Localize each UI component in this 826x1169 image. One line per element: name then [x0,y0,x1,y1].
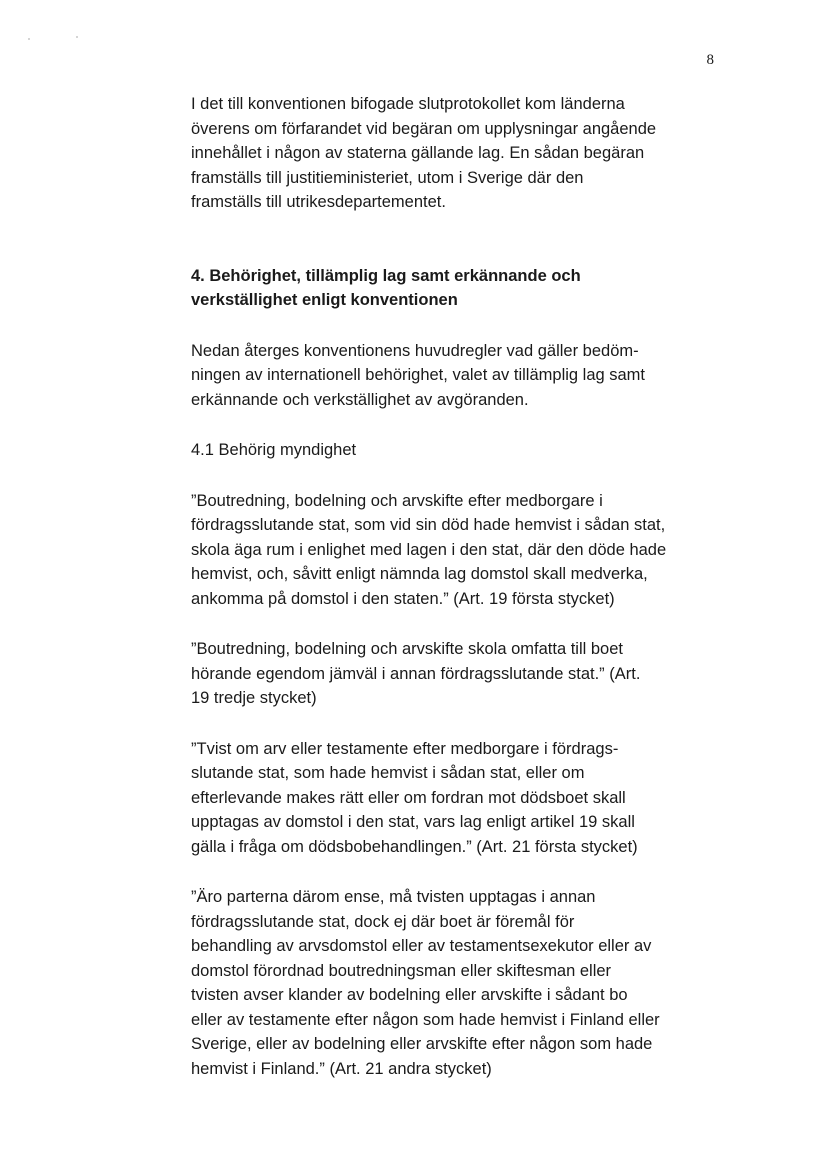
quote-art-19-first [191,489,731,612]
text-line: efterlevande makes rätt eller om fordran mot dödsboet skall [191,788,626,807]
heading-line: 4. Behörighet, tillämplig lag samt erkännande och [191,266,581,285]
text-line: fördragsslutande stat, som vid sin död hade hemvist i sådan stat, [191,516,666,534]
text-line: slutande stat, som hade hemvist i sådan stat, eller om [191,764,585,782]
text-line: fördragsslutande stat, dock ej där boet är föremål för [191,912,575,931]
text-line: 19 tredje stycket) [191,689,317,707]
text-line: framställs till justitieministeriet, utom i Sverige där den [191,168,584,187]
text-line: ankomma på domstol i den staten.” (Art. 19 första stycket) [191,589,615,608]
text-line: skola äga rum i enlighet med lagen i den stat, där den döde hade [191,540,667,559]
quote-art-21-second [191,885,731,1081]
heading-line: verkställighet enligt konventionen [191,291,458,309]
text-line: ”Äro parterna därom ense, må tvisten upptagas i annan [191,888,596,906]
text-line: framställs till utrikesdepartementet. [191,193,446,211]
section-heading [191,264,731,313]
text-line: Sverige, eller av bodelning eller arvskifte efter någon som hade [191,1035,653,1053]
text-line: gälla i fråga om dödsbobehandlingen.” (Art. 21 första stycket) [191,837,638,856]
scan-speck [76,36,78,38]
text-line: ningen av internationell behörighet, valet av tillämplig lag samt [191,366,646,384]
text-line: innehållet i någon av staterna gällande lag. En sådan begäran [191,144,645,162]
intro-paragraph [191,92,731,215]
quote-art-19-third [191,637,731,711]
text-line: överens om förfarandet vid begäran om upplysningar angående [191,119,657,138]
text-line: hörande egendom jämväl i annan fördragsslutande stat.” (Art. [191,664,641,683]
text-line: domstol förordnad boutredningsman eller skiftesman eller [191,961,612,980]
text-line: I det till konventionen bifogade slutprotokollet kom länderna [191,95,625,113]
scan-speck [28,38,30,40]
text-line: Nedan återges konventionens huvudregler vad gäller bedöm- [191,341,639,360]
page-number: 8 [706,52,714,68]
subsection-heading [191,438,731,463]
text-line: hemvist i Finland.” (Art. 21 andra stycket) [191,1059,492,1078]
text-line: ”Tvist om arv eller testamente efter medborgare i fördrags- [191,739,619,758]
text-line: hemvist, och, såvitt enligt nämnda lag domstol skall medverka, [191,565,648,583]
summary-paragraph [191,339,731,413]
text-line: behandling av arvsdomstol eller av testamentsexekutor eller av [191,937,652,955]
subheading-text: 4.1 Behörig myndighet [191,441,357,459]
text-line: eller av testamente efter någon som hade hemvist i Finland eller [191,1010,660,1029]
text-line: tvisten avser klander av bodelning eller arvskifte i sådant bo [191,986,628,1004]
text-line: erkännande och verkställighet av avgöranden. [191,390,529,409]
text-line: ”Boutredning, bodelning och arvskifte efter medborgare i [191,491,603,510]
document-body [191,92,731,1107]
text-line: upptagas av domstol i den stat, vars lag enligt artikel 19 skall [191,813,635,831]
quote-art-21-first [191,737,731,860]
text-line: ”Boutredning, bodelning och arvskifte skola omfatta till boet [191,640,623,658]
